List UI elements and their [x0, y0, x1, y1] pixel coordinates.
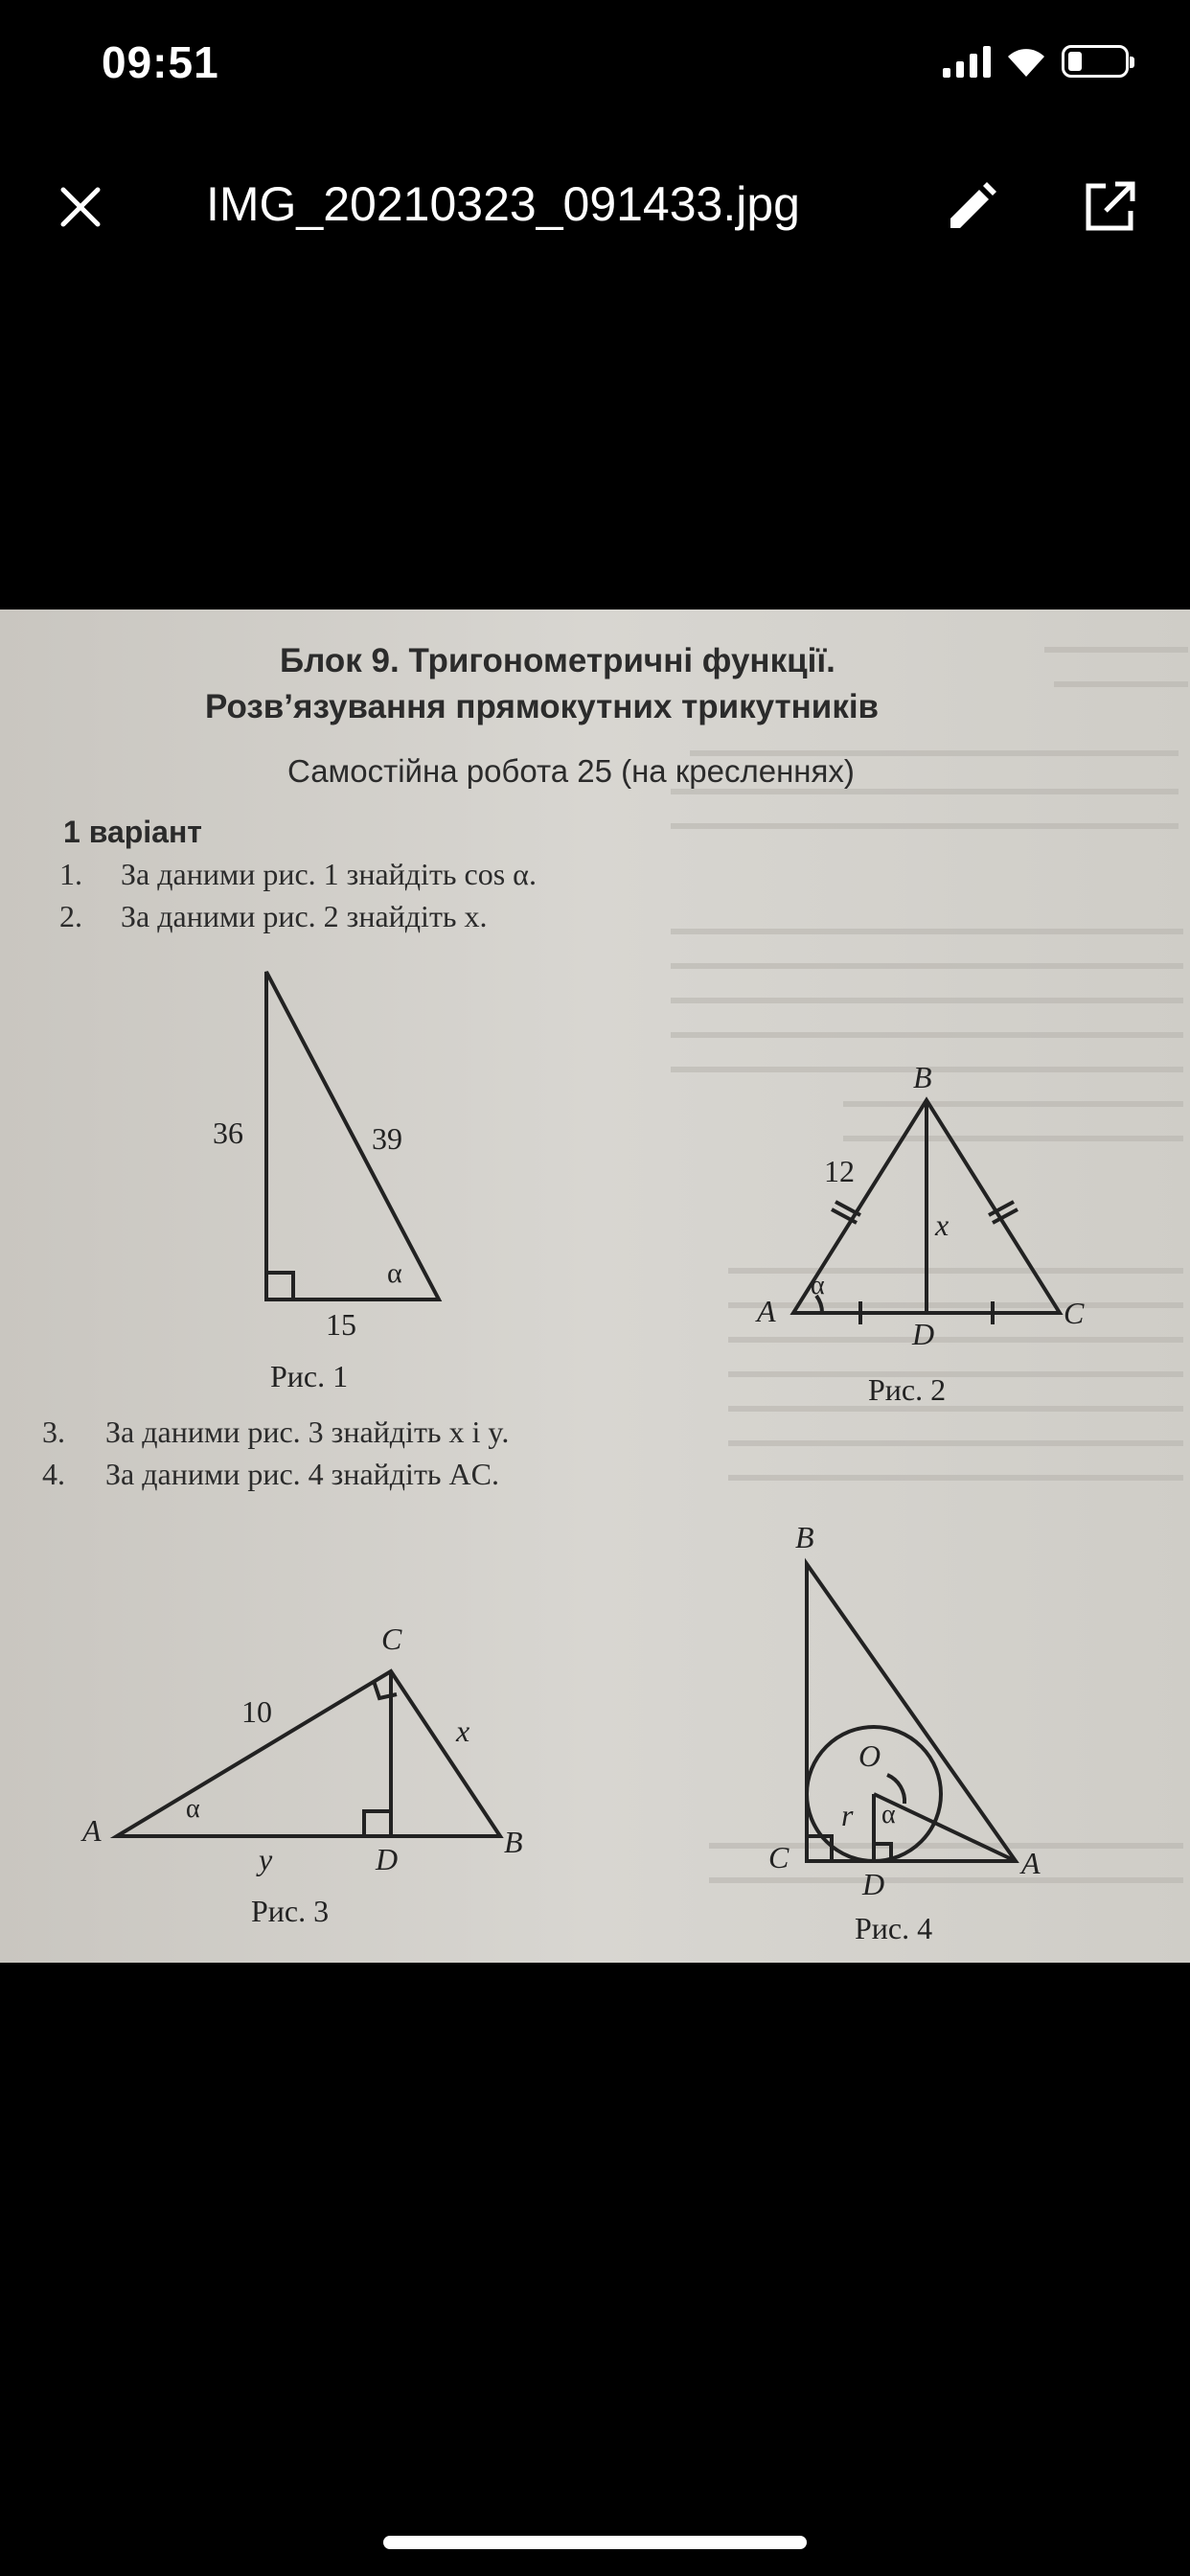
cellular-signal-icon [943, 45, 991, 78]
battery-icon [1062, 45, 1129, 78]
wifi-icon [1004, 44, 1048, 79]
task-text: За даними рис. 2 знайдіть x. [121, 899, 488, 933]
task-number: 3. [42, 1414, 65, 1449]
fig4-vertex-a: A [1021, 1846, 1041, 1880]
fig2-vertex-a: A [757, 1294, 776, 1328]
close-icon [57, 184, 103, 230]
fig4-radius-r: r [841, 1798, 854, 1832]
work-subtitle: Самостійна робота 25 (на кресленнях) [287, 753, 855, 789]
task-text: За даними рис. 4 знайдіть AC. [105, 1457, 499, 1491]
fig2-caption: Рис. 2 [868, 1372, 947, 1407]
fig4-vertex-c: C [768, 1840, 790, 1874]
fig2-vertex-d: D [912, 1317, 935, 1351]
fig4-vertex-b: B [795, 1520, 814, 1554]
fig2-side-12: 12 [824, 1154, 855, 1188]
status-icons [943, 44, 1129, 79]
fig1-side-39: 39 [372, 1121, 402, 1156]
home-indicator[interactable] [383, 2536, 807, 2549]
edit-pencil-icon [945, 180, 998, 234]
fig4-angle-alpha: α [881, 1800, 896, 1829]
fig1-side-36: 36 [213, 1116, 243, 1150]
fig4-vertex-d: D [862, 1867, 885, 1901]
close-button[interactable] [34, 161, 126, 253]
task-text: За даними рис. 1 знайдіть cos α. [121, 857, 537, 891]
block-heading: Блок 9. Тригонометричні функції. [280, 642, 835, 679]
edit-button[interactable] [926, 161, 1018, 253]
fig3-angle-alpha: α [186, 1794, 200, 1824]
fig3-caption: Рис. 3 [251, 1894, 330, 1928]
fig1-caption: Рис. 1 [270, 1359, 349, 1393]
file-title: IMG_20210323_091433.jpg [206, 177, 800, 231]
status-bar [0, 0, 1190, 129]
open-external-icon [1083, 180, 1136, 234]
fig3-vertex-d: D [376, 1842, 399, 1876]
fig3-side-x: x [456, 1714, 470, 1748]
fig2-vertex-c: C [1064, 1296, 1085, 1330]
status-time: 09:51 [102, 37, 219, 87]
fig3-vertex-b: B [504, 1825, 523, 1859]
fig3-vertex-a: A [82, 1813, 102, 1848]
fig2-height-x: x [935, 1208, 950, 1242]
fig1-side-15: 15 [326, 1307, 356, 1342]
fig1-angle-alpha: α [387, 1257, 402, 1289]
fig4-caption: Рис. 4 [855, 1911, 933, 1945]
fig3-segment-y: y [259, 1842, 273, 1876]
fig2-vertex-b: B [913, 1060, 932, 1094]
topic-heading: Розв’язування прямокутних трикутників [205, 688, 880, 725]
task-number: 4. [42, 1457, 65, 1491]
task-text: За даними рис. 3 знайдіть x і y. [105, 1414, 510, 1449]
variant-label: 1 варіант [63, 815, 202, 849]
open-external-button[interactable] [1064, 161, 1156, 253]
figure-drawings [0, 610, 1190, 1963]
fig2-angle-alpha: α [811, 1271, 825, 1300]
fig4-center-o: O [858, 1738, 881, 1773]
photo-viewer-image[interactable] [0, 610, 1190, 1963]
fig3-side-10: 10 [241, 1694, 272, 1729]
fig3-vertex-c: C [381, 1622, 402, 1656]
task-number: 1. [59, 857, 82, 891]
task-number: 2. [59, 899, 82, 933]
